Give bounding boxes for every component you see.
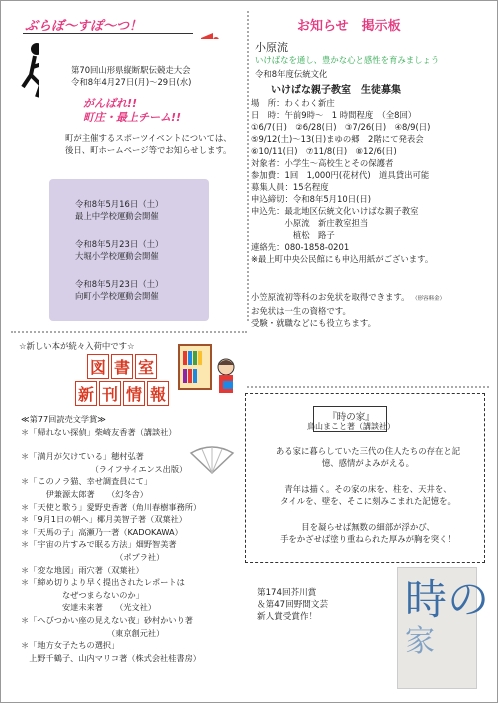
- book-list-item: ＊「宇宙の片すみで眠る方法」畑野智美著: [21, 539, 177, 550]
- sports-info-panel: [39, 39, 232, 179]
- detail-line: 連絡先：080-1858-0201: [251, 242, 350, 252]
- book-list-item: ＊「天使と歌う」愛野史香著（角川春樹事務所）: [21, 501, 202, 512]
- book-list-item: ＊「地方女子たちの選択」: [21, 640, 120, 651]
- detail-line: ①6/7(日) ②6/28(日) ③7/26(日) ④8/9(日): [251, 122, 431, 132]
- notice-line-1: 町が主催するスポーツイベントについては、: [65, 133, 232, 143]
- detail-line: 場 所：わくわく新庄: [251, 98, 335, 108]
- right-section-divider: [247, 386, 489, 388]
- meet-name-2: 大堀小学校運動会開催: [75, 251, 159, 261]
- sports-title-underline: [23, 33, 193, 34]
- cheer-line-1: がんばれ!!: [83, 97, 138, 110]
- featured-book-title: 『時の家』: [327, 412, 375, 423]
- detail-line: 植松 路子: [251, 230, 335, 240]
- decorative-fan-icon: [187, 445, 237, 475]
- recruitment-heading: いけばな親子教室 生徒募集: [271, 85, 401, 96]
- meet-name-1: 最上中学校運動会開催: [75, 211, 159, 221]
- detail-line: 申込先：最北地区伝統文化いけばな親子教室: [251, 206, 419, 216]
- license-note: （形容料金）: [412, 296, 446, 302]
- license-info: 小笠原流初等科のお免状を取得できます。 （形容料金） お免状は一生の資格です。 受験・就職などにも役立ちます。: [251, 292, 446, 328]
- detail-line: 募集人員：15名程度: [251, 182, 329, 192]
- detail-line: ※最上町中央公民館にも申込用紙がございます。: [251, 254, 434, 264]
- detail-line: 小原流 新庄教室担当: [251, 218, 369, 228]
- bookshelf-icon: [177, 343, 213, 391]
- left-section-divider: [11, 331, 247, 333]
- reading-child-icon: [211, 357, 241, 399]
- book-list-item: ＊「このノラ猫、幸せ調査員にて」: [21, 476, 153, 487]
- detail-line: 日 時：午前9時〜 1 時間程度 （全8回）: [251, 110, 417, 120]
- featured-book-description: ある家に暮らしていた三代の住人たちの存在と記 憶、感情がよみがえる。 青年は描く。その家の床を、柱を、天井を、 タイルを、壁を、そこに刻みこまれた記憶を。 目を凝らせば無数の細部が浮かび、 手をかざせば塗り重ねられた厚みが胸を突く！: [275, 446, 461, 544]
- tagline: いけばなを通し、豊かな心と感性を育みましょう: [255, 55, 440, 65]
- cheer-line-2: 町庄・最上チーム!!: [83, 111, 182, 124]
- school-name: 小原流: [255, 41, 288, 54]
- detail-line: 参加費：1回 1,000円(花材代) 道具貸出可能: [251, 170, 430, 180]
- book-list-item: （ライフサイエンス出版）: [21, 463, 188, 474]
- book-list-item: ＊「天馬の子」高瀬乃一著（KADOKAWA）: [21, 526, 183, 537]
- meet-date-2: 令和8年5月23日（土）: [75, 239, 164, 249]
- event-dates: 令和8年4月27日(月)〜29日(水): [71, 77, 192, 87]
- book-list-item: なぜつまらないのか」: [21, 589, 144, 600]
- book-list-item: （東京創元社）: [21, 627, 165, 638]
- meet-date-3: 令和8年5月23日（土）: [75, 279, 164, 289]
- detail-line: ⑥10/11(日) ⑦11/8(日) ⑧12/6(日): [251, 146, 397, 156]
- book-list-item: ＊「満月が欠けている」穂村弘著: [21, 451, 144, 462]
- new-books-list: [21, 413, 201, 664]
- school-events-banner: [49, 179, 209, 321]
- detail-line: 対象者：小学生〜高校生とその保護者: [251, 158, 394, 168]
- detail-line: 申込締切：令和8年5月10日(日): [251, 194, 371, 204]
- meet-name-3: 向町小学校運動会開催: [75, 291, 159, 301]
- notice-line-2: 後日、町ホームページ等でお知らせします。: [65, 145, 232, 155]
- book-list-item: ＊「締め切りより早く提出されたレポートは: [21, 577, 185, 588]
- notice-board-title: お知らせ 掲示板: [297, 19, 401, 34]
- book-list-item: ＊「9月1日の朝へ」椰月美智子著（双葉社）: [21, 514, 187, 525]
- event-name: 第70回山形県縦断駅伝競走大会: [71, 65, 191, 75]
- meet-date-1: 令和8年5月16日（土）: [75, 199, 164, 209]
- book-list-item: 安達未来著 （光文社）: [21, 602, 157, 613]
- detail-line: ⑤9/12(土)〜13(日)まゆの郷 2階にて発表会: [251, 134, 424, 144]
- recruitment-details: [251, 97, 433, 265]
- book-list-item: ＊「へびつかい座の見えない夜」砂村かいり著: [21, 614, 193, 625]
- column-divider: [247, 11, 249, 321]
- sports-section-title: ぶらぼ〜すぽ〜つ！: [25, 19, 143, 34]
- book-list-item: ＊「帰れない探偵」柴崎友香著（講談社）: [21, 426, 177, 437]
- featured-book-author: 鳥山まこと著（講談社）: [307, 422, 395, 431]
- book-list-item: [21, 438, 201, 450]
- new-books-note: ☆新しい本が続々入荷中です☆: [19, 341, 135, 351]
- book-list-item: ≪第77回読売文学賞≫: [21, 414, 106, 424]
- book-list-item: 伊兼源太郎著 （幻冬舎）: [21, 488, 148, 499]
- award-info: 第174回芥川賞 ＆第47回野間文芸 新人賞受賞作！: [257, 588, 329, 622]
- book-list-item: ＊「変な地図」雨穴著（双葉社）: [21, 564, 144, 575]
- program-label: 令和8年度伝統文化: [255, 69, 328, 79]
- book-cover-title-2: 家: [405, 624, 435, 659]
- library-title: 図 書 室 新 刊 情 報: [59, 345, 185, 407]
- featured-book-title-box: [307, 406, 395, 432]
- book-list-item: （ポプラ社）: [21, 551, 165, 562]
- book-cover-title: 時の: [405, 575, 490, 624]
- book-list-item: 上野千鶴子、山内マリコ著（株式会社桂書房）: [21, 652, 201, 663]
